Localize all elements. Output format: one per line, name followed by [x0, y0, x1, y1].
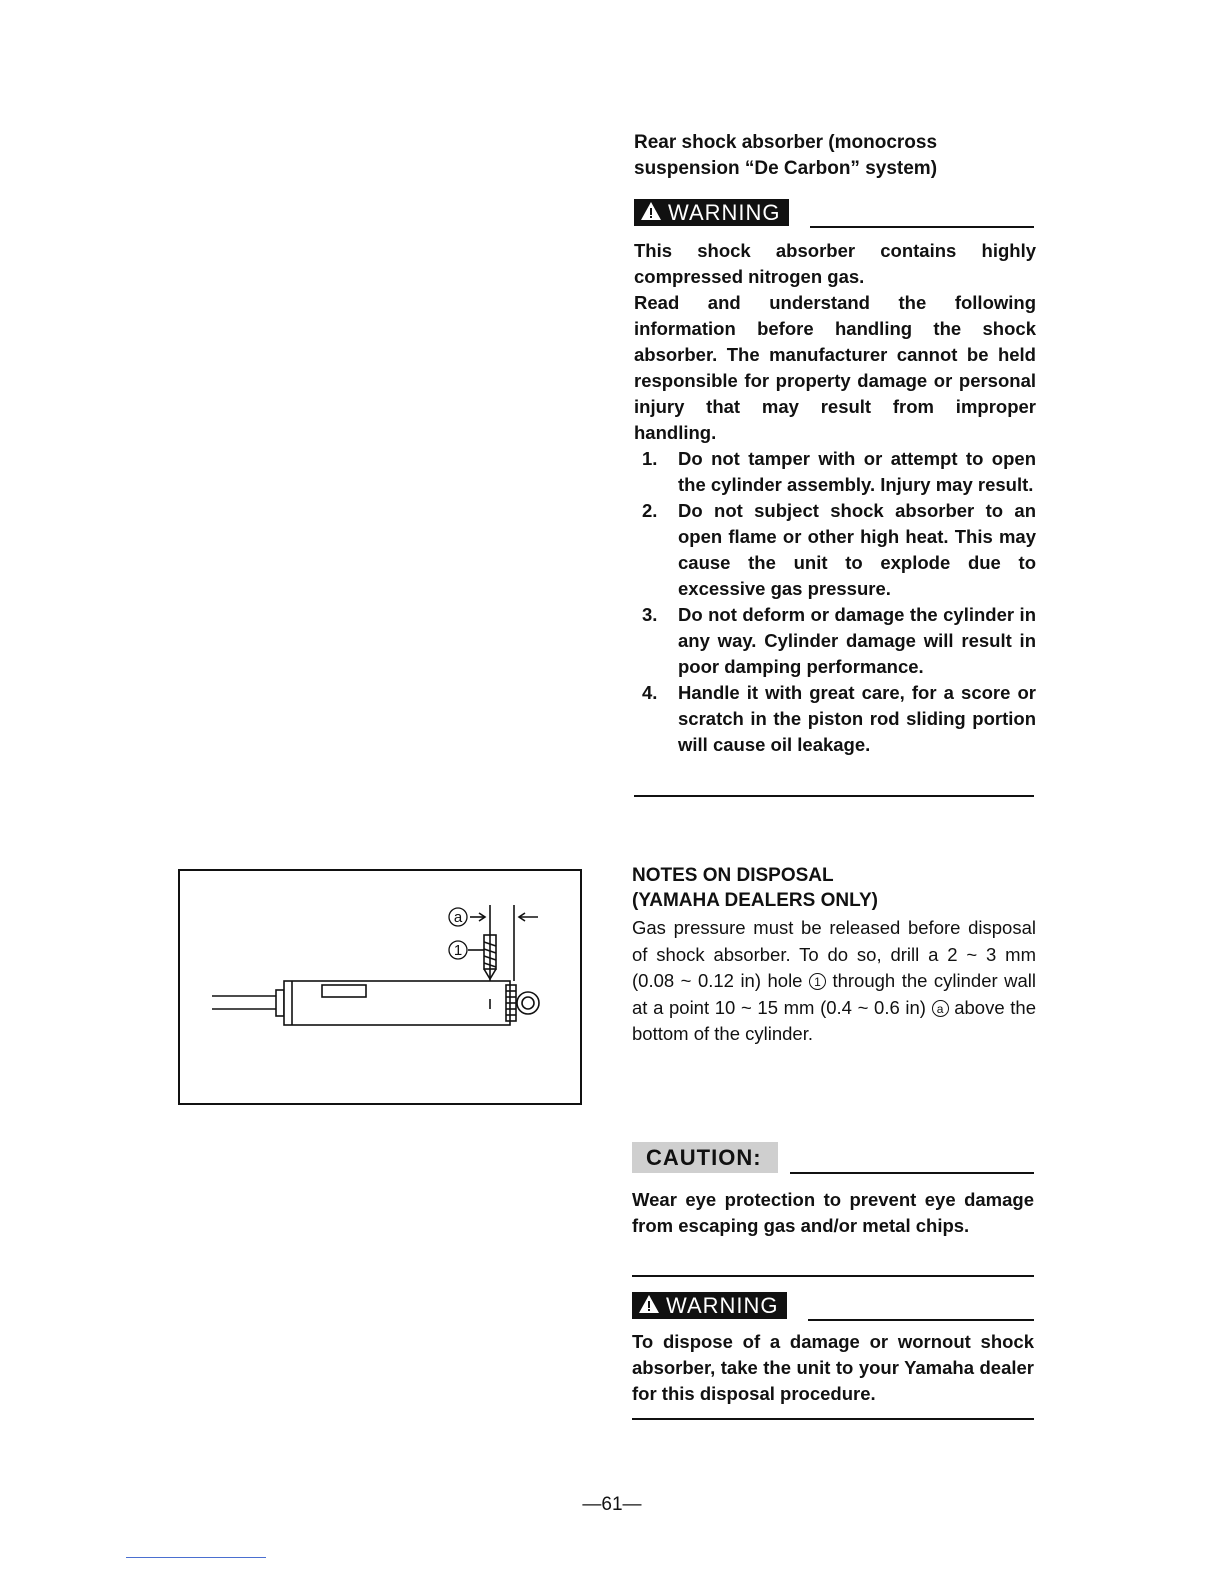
warning-label: WARNING	[666, 1293, 779, 1318]
caution-text	[632, 1187, 1034, 1239]
shock-absorber-drawing	[180, 871, 580, 1103]
item-text: Do not deform or damage the cylinder in any way. Cylinder damage will result in poor damping performance.	[678, 604, 1036, 677]
notes-title	[632, 863, 1036, 913]
item-number: 4.	[642, 682, 658, 703]
caution-badge: CAUTION:	[632, 1142, 778, 1173]
ref-point-marker: a	[932, 1000, 949, 1017]
warning-intro-2: Read and understand the following information before handling the shock absorber. The manufacturer cannot be held responsible for property damage or personal injury that may result from improper handling.	[634, 292, 1036, 443]
warning-intro	[634, 238, 1036, 446]
warning-underline	[810, 226, 1034, 228]
shock-absorber-figure	[178, 869, 582, 1105]
notes-title-line1: NOTES ON DISPOSAL	[632, 865, 834, 886]
item-text: Do not subject shock absorber to an open flame or other high heat. This may cause the unit to explode due to excessive gas pressure.	[678, 500, 1036, 599]
warning-header-2	[632, 1292, 1034, 1322]
ref-hole-marker: 1	[809, 973, 826, 990]
notes-text: above the bottom of the cylinder.	[632, 996, 1036, 1044]
label-1: 1	[453, 942, 463, 959]
notes-title-line2: (YAMAHA DEALERS ONLY)	[632, 890, 878, 911]
label-a: a	[453, 909, 463, 926]
notes-text: through the cylinder wall at a point 10 ~ 15 mm (0.4 ~ 0.6 in)	[632, 970, 1037, 1018]
warning-end-rule	[634, 795, 1034, 797]
item-number: 2.	[642, 500, 658, 521]
warning-intro-1: This shock absorber contains highly compressed nitrogen gas.	[634, 240, 1036, 287]
warning-triangle-icon	[638, 1293, 660, 1320]
warning-header-1	[634, 199, 1034, 229]
notes-text: Gas pressure must be released before disposal of shock absorber. To do so, drill a 2 ~ 3 mm (0.08 ~ 0.12 in) hole	[632, 917, 1036, 991]
list-item	[634, 680, 1036, 758]
list-item	[634, 602, 1036, 680]
list-item	[634, 498, 1036, 602]
item-text: Do not tamper with or attempt to open the cylinder assembly. Injury may result.	[678, 448, 1036, 495]
warning2-text	[632, 1329, 1034, 1407]
caution-end-rule	[632, 1275, 1034, 1277]
warning-underline	[808, 1319, 1034, 1321]
item-number: 3.	[642, 604, 658, 625]
section-heading: Rear shock absorber (monocross suspension “De Carbon” system)	[634, 132, 938, 179]
item-text: Handle it with great care, for a score or scratch in the piston rod sliding portion will cause oil leakage.	[678, 682, 1036, 755]
warning2-paragraph: To dispose of a damage or wornout shock absorber, take the unit to your Yamaha dealer for this disposal procedure.	[632, 1331, 1034, 1404]
page-number: —61—	[582, 1494, 642, 1515]
caution-underline	[790, 1172, 1034, 1174]
warning2-end-rule	[632, 1418, 1034, 1420]
item-number: 1.	[642, 448, 658, 469]
warning-badge	[634, 199, 789, 226]
notes-body	[632, 915, 1036, 1048]
caution-header	[632, 1142, 1034, 1176]
warning-list	[634, 446, 1036, 758]
caution-paragraph: Wear eye protection to prevent eye damage from escaping gas and/or metal chips.	[632, 1189, 1034, 1236]
list-item	[634, 446, 1036, 498]
warning-label: WARNING	[668, 200, 781, 225]
bottom-link-line	[126, 1557, 266, 1558]
warning-triangle-icon	[640, 200, 662, 227]
warning-badge	[632, 1292, 787, 1319]
